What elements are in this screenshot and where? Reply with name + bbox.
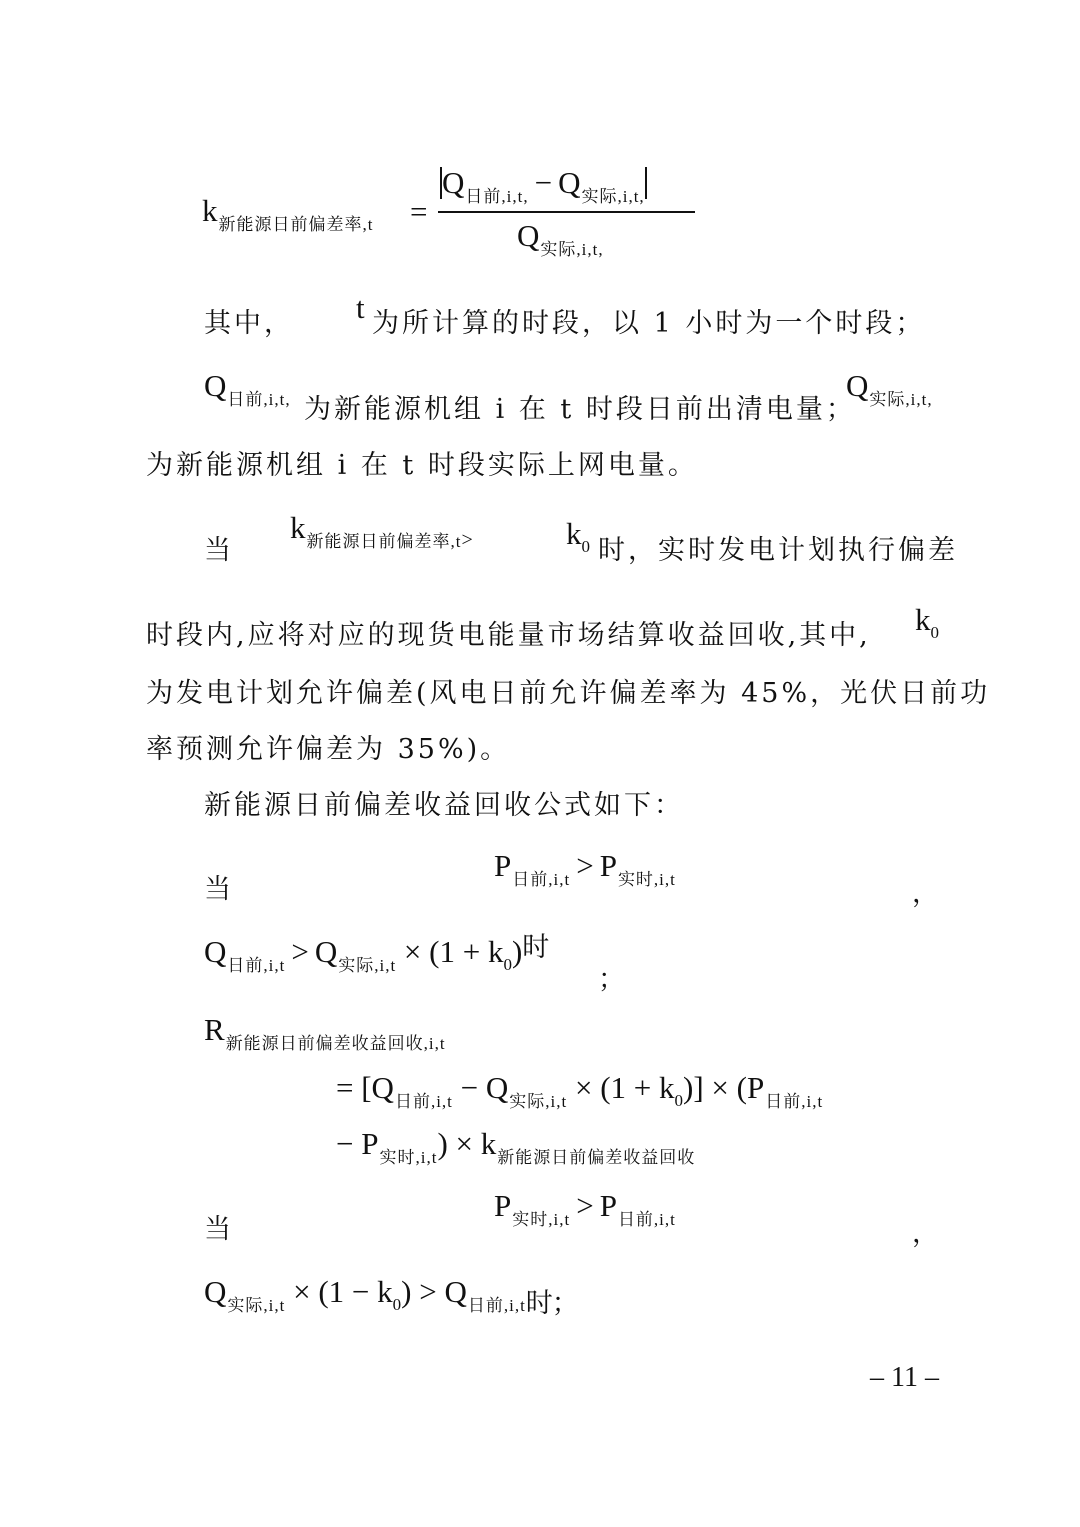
formula-revenue-recovery-line2: = $[Q_{日前,i,t} - Q_{实际,i,t} \times (1 + k_0)] \times (P_{日前,i,t}$ <box>336 1070 824 1111</box>
fraction-bar <box>438 211 695 213</box>
paragraph-k0-text1: 时，实时发电计划执行偏差 <box>598 535 958 566</box>
q-actual-symbol: $Q_{实际,i,t,}$ <box>846 368 933 409</box>
symbol-k: k <box>202 193 218 228</box>
condition2-quantity: $Q_{实际,i,t} \times (1 - k_0) > Q_{日前,i,t}$时； <box>204 1274 582 1318</box>
page-number: – 11 – <box>870 1362 939 1393</box>
paragraph-formula-intro: 新能源日前偏差收益回收公式如下： <box>204 790 684 821</box>
condition2-price: $P_{实时,i,t} > P_{日前,i,t}$ <box>494 1188 676 1229</box>
paragraph-k0-text4: 率预测允许偏差为 35%)。 <box>146 734 511 765</box>
paragraph-where-t-text: 为所计算的时段，以 1 小时为一个时段； <box>372 308 926 339</box>
q-dayahead-symbol: $Q_{日前,i,t,}$ <box>204 368 291 409</box>
paragraph-q-actual-text: 为新能源机组 i 在 t 时段实际上网电量。 <box>146 450 698 481</box>
when-label: 当 <box>204 535 234 566</box>
subscript: 新能源日前偏差率,t <box>218 215 374 234</box>
formula-revenue-recovery-lhs: $R_{新能源日前偏差收益回收,i,t}$ <box>204 1012 446 1053</box>
equals-sign: = <box>410 194 428 229</box>
var-t: t <box>356 290 365 325</box>
paragraph-q-dayahead-text: 为新能源机组 i 在 t 时段日前出清电量； <box>304 394 856 425</box>
formula-deviation-rate-denominator: $Q_{实际,i,t,}$ <box>517 218 604 259</box>
formula-revenue-recovery-line3: − $P_{实时,i,t}) \times k_{新能源日前偏差收益回收}$ <box>336 1126 696 1167</box>
formula-deviation-rate-lhs <box>202 193 374 234</box>
k-deviation-symbol: $k_{新能源日前偏差率,t>}$ <box>290 510 473 551</box>
condition1-quantity: $Q_{日前,i,t} > Q_{实际,i,t} \times (1 + k_0)$时 <box>204 932 553 975</box>
paragraph-where-t: 其中， <box>204 308 294 339</box>
comma-1: ， <box>912 878 942 909</box>
k0-symbol-2: $k_0$ <box>915 602 939 642</box>
condition1-price: $P_{日前,i,t} > P_{实时,i,t}$ <box>494 848 676 889</box>
paragraph-k0-text2: 时段内,应将对应的现货电能量市场结算收益回收,其中, <box>146 620 871 651</box>
paragraph-k0-text3: 为发电计划允许偏差(风电日前允许偏差率为 45%，光伏日前功 <box>146 678 991 709</box>
when-label-2: 当 <box>204 1214 234 1245</box>
semicolon-1: ； <box>598 964 628 995</box>
formula-deviation-rate-numerator: $Q_{日前,i,t,} - Q_{实际,i,t,}$ <box>442 165 645 206</box>
comma-2: ， <box>912 1218 942 1249</box>
when-label-1: 当 <box>204 874 234 905</box>
k0-symbol: $k_0$ <box>566 516 590 556</box>
